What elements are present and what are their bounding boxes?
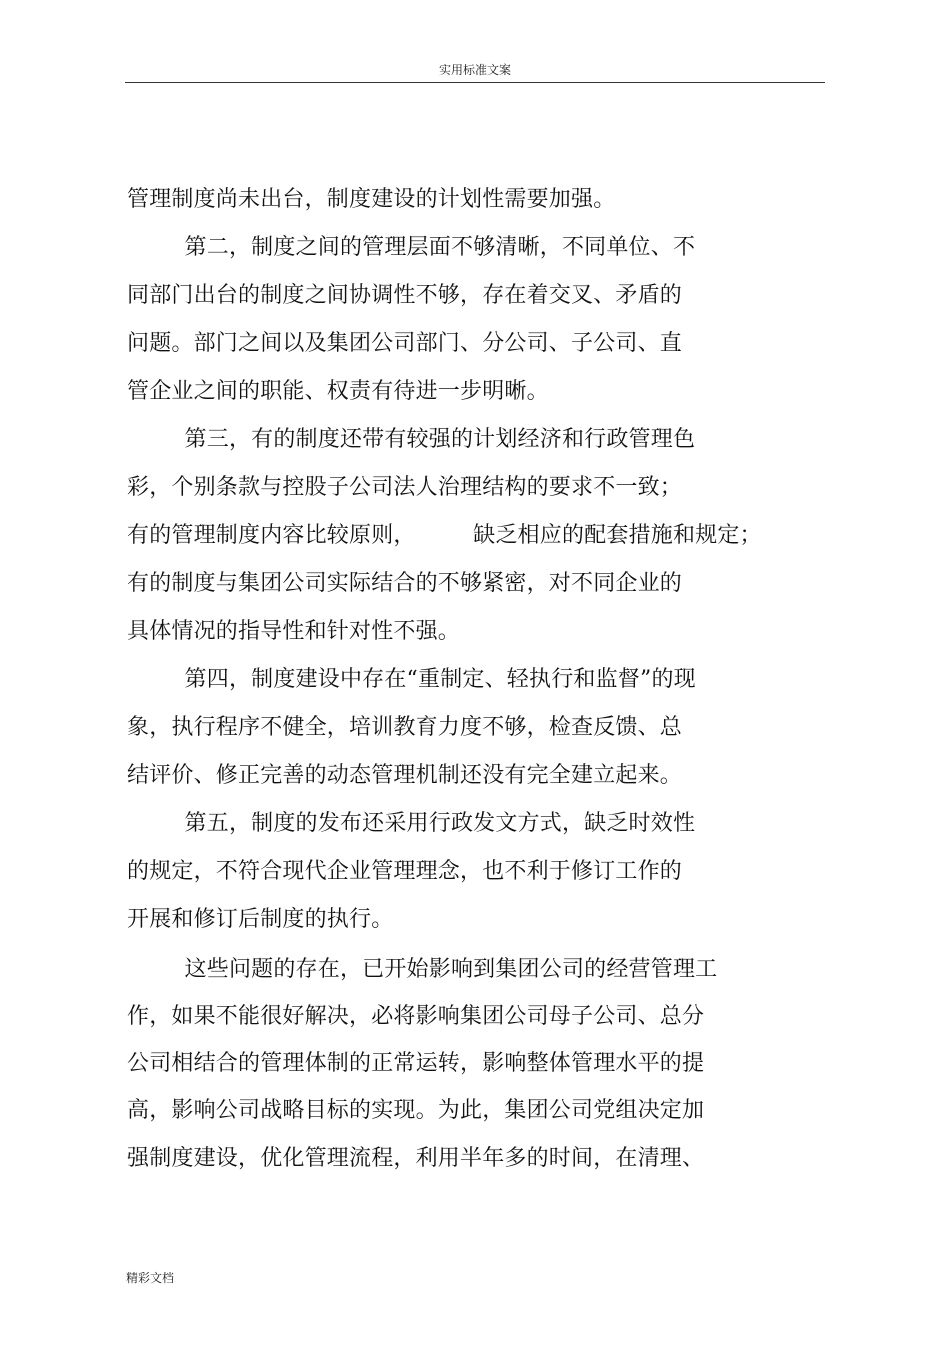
body-line: 高，影响公司战略目标的实现。为此，集团公司党组决定加 bbox=[127, 1098, 705, 1123]
body-line: 这些问题的存在，已开始影响到集团公司的经营管理工 bbox=[127, 957, 718, 982]
body-line: 第五，制度的发布还采用行政发文方式，缺乏时效性 bbox=[127, 811, 696, 836]
body-line: 具体情况的指导性和针对性不强。 bbox=[127, 619, 461, 644]
header-divider bbox=[125, 82, 825, 83]
body-line: 彩，个别条款与控股子公司法人治理结构的要求不一致； bbox=[127, 475, 683, 500]
body-line: 有的制度与集团公司实际结合的不够紧密，对不同企业的 bbox=[127, 571, 683, 596]
body-line: 的规定，不符合现代企业管理理念，也不利于修订工作的 bbox=[127, 859, 683, 884]
page-footer-text: 精彩文档 bbox=[126, 1271, 175, 1285]
page-header-title: 实用标准文案 bbox=[438, 63, 511, 77]
body-line: 第二，制度之间的管理层面不够清晰，不同单位、不 bbox=[127, 235, 696, 260]
body-line: 管理制度尚未出台，制度建设的计划性需要加强。 bbox=[127, 187, 616, 212]
body-line: 第三，有的制度还带有较强的计划经济和行政管理色 bbox=[127, 427, 696, 452]
body-line: 有的管理制度内容比较原则， 缺乏相应的配套措施和规定； bbox=[127, 523, 762, 548]
body-line: 开展和修订后制度的执行。 bbox=[127, 907, 394, 932]
body-line: 同部门出台的制度之间协调性不够，存在着交叉、矛盾的 bbox=[127, 283, 683, 308]
body-line: 结评价、修正完善的动态管理机制还没有完全建立起来。 bbox=[127, 763, 683, 788]
body-line: 问题。部门之间以及集团公司部门、分公司、子公司、直 bbox=[127, 331, 683, 356]
body-line: 公司相结合的管理体制的正常运转，影响整体管理水平的提 bbox=[127, 1051, 705, 1076]
body-line: 管企业之间的职能、权责有待进一步明晰。 bbox=[127, 379, 549, 404]
body-line: 第四，制度建设中存在“重制定、轻执行和监督”的现 bbox=[127, 667, 696, 692]
body-line: 强制度建设，优化管理流程，利用半年多的时间，在清理、 bbox=[127, 1146, 705, 1171]
body-line: 作，如果不能很好解决，必将影响集团公司母子公司、总分 bbox=[127, 1004, 705, 1029]
body-line: 象，执行程序不健全，培训教育力度不够，检查反馈、总 bbox=[127, 715, 683, 740]
